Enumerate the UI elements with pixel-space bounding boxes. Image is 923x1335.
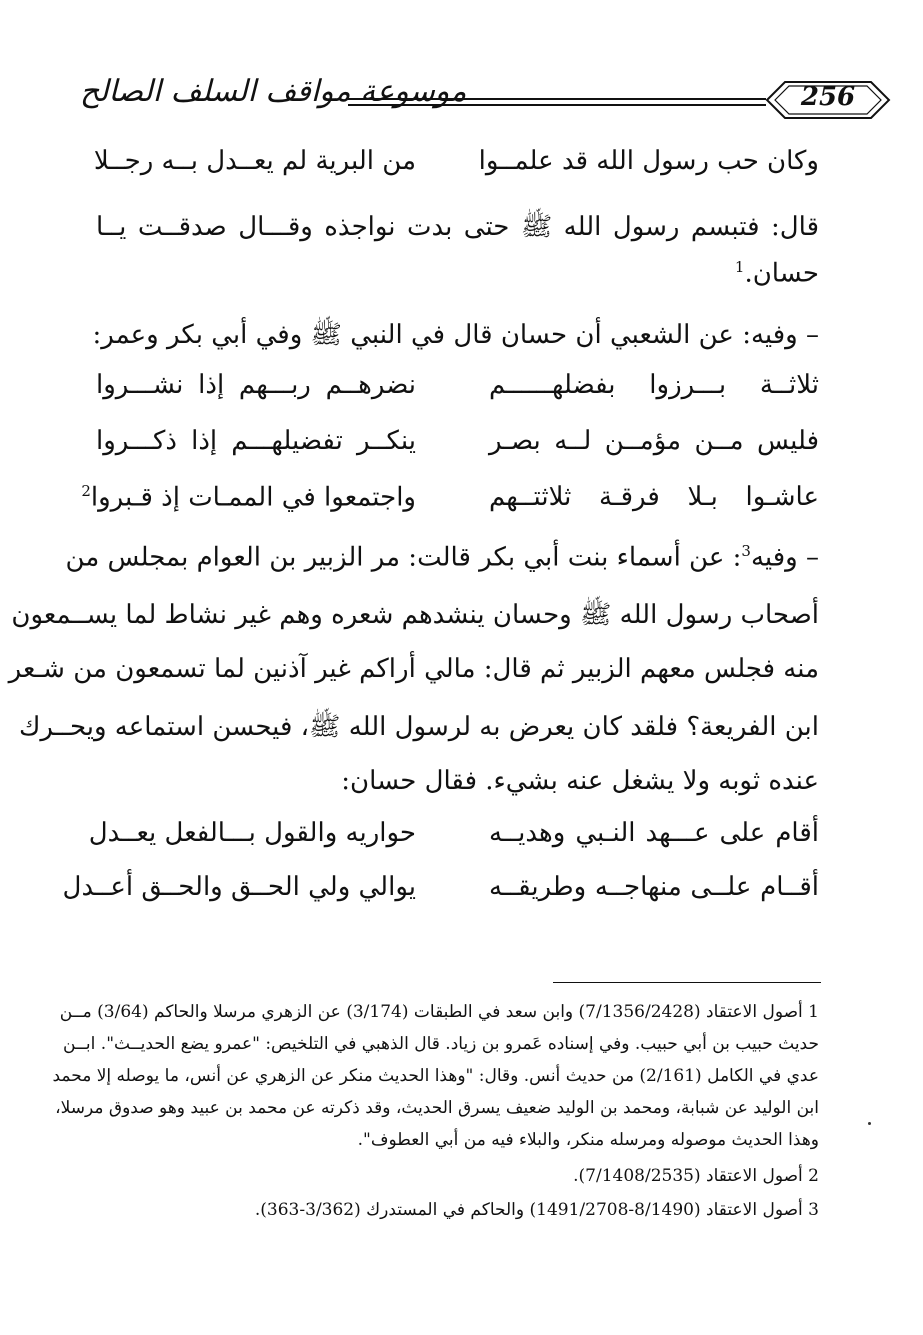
footnote-rule: [553, 982, 821, 983]
paragraph-line: منه فجلس معهم الزبير ثم قال: مالي أراكم غير آذنين لما تسمعون من شـعر: [8, 654, 819, 684]
running-header: [80, 70, 856, 126]
paragraph-line: أصحاب رسول الله ﷺ وحسان ينشدهم شعره وهم غير نشاط لما يســمعون: [11, 600, 819, 630]
paragraph-text: – وفيه: [750, 542, 819, 573]
paragraph-line: ابن الفريعة؟ فلقد كان يعرض به لرسول الله ﷺ، فيحسن استماعه ويحــرك: [18, 712, 819, 742]
verse-hemistich-second: يوالي ولي الحــق والحــق أعــدل: [62, 872, 416, 902]
verse-hemistich-second: من البرية لم يعــدل بــه رجــلا: [93, 146, 416, 176]
book-title: موسوعة مواقف السلف الصالح: [80, 74, 467, 109]
verse-hemistich-second: نضرهــم ربـــهم إذا نشـــروا: [96, 370, 416, 400]
footnote-ref: 3: [741, 542, 751, 560]
paragraph-line: قال: فتبسم رسول الله ﷺ حتى بدت نواجذه وقـــال صدقــت يــا: [96, 212, 819, 242]
verse-line: [81, 482, 819, 522]
verse-hemistich-second: ينكــر تفضيلهـــم إذا ذكـــروا: [96, 426, 416, 456]
verse-line: [96, 426, 819, 466]
footnote-line: وهذا الحديث موصوله ومرسله منكر، والبلاء فيه من أبي العطوف".: [357, 1130, 819, 1150]
verse-line: [96, 370, 819, 410]
verse-hemistich-first: فليس مــن مؤمــن لــه بصـر: [489, 426, 819, 456]
paragraph-line: [65, 542, 819, 573]
verse-text: واجتمعوا في الممـات إذ قـبروا: [90, 482, 416, 513]
verse-line: [62, 872, 819, 912]
scan-speck: [868, 1122, 871, 1125]
verse-hemistich-first: أقام على عـــهد النـبي وهديــه: [489, 818, 819, 848]
footnote-ref: 2: [81, 482, 91, 500]
footnote-3: 3 أصول الاعتقاد (8/1490-1491/2708) والحاكم في المستدرك (3/362-363).: [254, 1200, 819, 1220]
verse-hemistich-first: ثلاثــة بـــرزوا بفضلهــــــم: [489, 370, 819, 400]
page-number: 256: [800, 82, 856, 112]
footnote-ref: 1: [734, 258, 745, 276]
footnote-line: ابن الوليد عن شبابة، ومحمد بن الوليد ضعيف يسرق الحديث، وقد ذكرته عن محمد بن عبيد وهو صدوق مرسلا،: [55, 1098, 819, 1118]
footnote-2: 2 أصول الاعتقاد (7/1408/2535).: [573, 1166, 819, 1186]
verse-line: [88, 818, 819, 858]
verse-hemistich-second: حواريه والقول بـــالفعل يعــدل: [88, 818, 416, 848]
verse-hemistich-first: أقــام علــى منهاجــه وطريقــه: [489, 872, 819, 902]
paragraph-text: حسان.: [744, 258, 819, 289]
paragraph-line: [735, 258, 819, 289]
paragraph-text: : عن أسماء بنت أبي بكر قالت: مر الزبير بن العوام بمجلس من: [65, 542, 742, 573]
header-rule: [348, 98, 766, 106]
verse-line: [93, 146, 819, 186]
paragraph-line: عنده ثوبه ولا يشغل عنه بشيء. فقال حسان:: [341, 766, 819, 796]
verse-hemistich-first: وكان حب رسول الله قد علمــوا: [478, 146, 819, 176]
verse-hemistich-second: [81, 482, 416, 513]
paragraph-line: – وفيه: عن الشعبي أن حسان قال في النبي ﷺ وفي أبي بكر وعمر:: [92, 320, 819, 350]
verse-hemistich-first: عاشـوا بـلا فرقـة ثلاثتــهم: [489, 482, 819, 512]
footnote-line: عدي في الكامل (2/161) من حديث أنس. وقال: "وهذا الحديث منكر عن الزهري عن أنس، ما يوصله إلا محمد: [52, 1066, 819, 1086]
page-number-frame: [763, 76, 893, 124]
footnote-line: حديث حبيب بن أبي حبيب. وفي إسناده عَمرو بن زياد. قال الذهبي في التلخيص: "عمرو يضع الحديــث". ابــن: [63, 1034, 819, 1054]
footnote-line: 1 أصول الاعتقاد (7/1356/2428) وابن سعد في الطبقات (3/174) عن الزهري مرسلا والحاكم (3/64) مــن: [59, 1002, 819, 1022]
